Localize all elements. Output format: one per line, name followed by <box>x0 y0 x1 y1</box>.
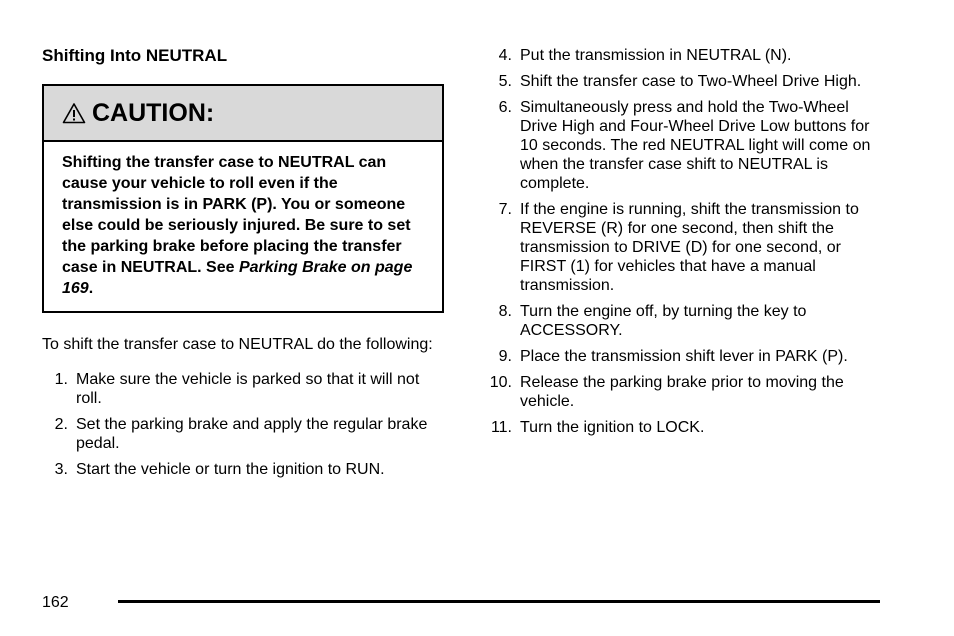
caution-reference: Parking Brake on page 169 <box>62 259 413 297</box>
step-text: Simultaneously press and hold the Two-Wheel Drive High and Four-Wheel Drive Low buttons for 10 seconds. The red NEUTRAL light will come on when the transfer case shift to NEUTRAL is complete. <box>520 99 871 192</box>
section-heading: Shifting Into NEUTRAL <box>42 46 228 65</box>
page-number: 162 <box>42 594 69 611</box>
left-column <box>42 46 444 486</box>
footer-rule <box>118 600 880 603</box>
step-number: 10. <box>489 374 512 391</box>
list-item <box>42 370 444 408</box>
warning-triangle-icon <box>62 102 86 124</box>
list-item <box>42 415 444 453</box>
list-item <box>478 373 888 411</box>
step-text: Turn the ignition to LOCK. <box>520 419 705 436</box>
intro-paragraph: To shift the transfer case to NEUTRAL do the following: <box>42 336 433 353</box>
step-number: 8. <box>498 303 512 320</box>
steps-list-right <box>478 46 888 437</box>
caution-text: Shifting the transfer case to NEUTRAL can cause your vehicle to roll even if the transmission is in PARK (P). You or someone else could be seriously injured. Be sure to set the parking brake before placing the transfer case in NEUTRAL. See <box>62 154 411 276</box>
caution-header <box>44 86 442 142</box>
list-item <box>478 72 888 91</box>
list-item <box>478 98 888 193</box>
step-number: 9. <box>498 348 512 365</box>
step-text: Make sure the vehicle is parked so that it will not roll. <box>76 371 420 407</box>
caution-box <box>42 84 444 313</box>
step-number: 3. <box>54 461 68 478</box>
caution-title: CAUTION: <box>92 98 215 127</box>
caution-text-tail: . <box>88 280 94 297</box>
step-text: Start the vehicle or turn the ignition to RUN. <box>76 461 385 478</box>
step-text: Shift the transfer case to Two-Wheel Drive High. <box>520 73 862 90</box>
list-item <box>478 46 888 65</box>
caution-body <box>44 142 442 311</box>
step-number: 5. <box>498 73 512 90</box>
list-item <box>478 200 888 295</box>
step-text: Put the transmission in NEUTRAL (N). <box>520 47 792 64</box>
list-item <box>478 418 888 437</box>
step-text: If the engine is running, shift the transmission to REVERSE (R) for one second, then shift the transmission to DRIVE (D) for one second, or FIRST (1) for vehicles that have a manual transmission. <box>520 201 859 294</box>
step-number: 2. <box>54 416 68 433</box>
step-number: 1. <box>54 371 68 388</box>
list-item <box>478 302 888 340</box>
steps-list-left <box>42 370 444 479</box>
step-number: 11. <box>490 419 512 436</box>
list-item <box>42 460 444 479</box>
step-text: Place the transmission shift lever in PARK (P). <box>520 348 848 365</box>
step-text: Release the parking brake prior to moving the vehicle. <box>520 374 844 410</box>
step-number: 4. <box>498 47 512 64</box>
step-text: Turn the engine off, by turning the key to ACCESSORY. <box>520 303 807 339</box>
step-number: 7. <box>498 201 512 218</box>
right-column <box>478 46 888 444</box>
step-text: Set the parking brake and apply the regular brake pedal. <box>76 416 428 452</box>
list-item <box>478 347 888 366</box>
step-number: 6. <box>498 99 512 116</box>
